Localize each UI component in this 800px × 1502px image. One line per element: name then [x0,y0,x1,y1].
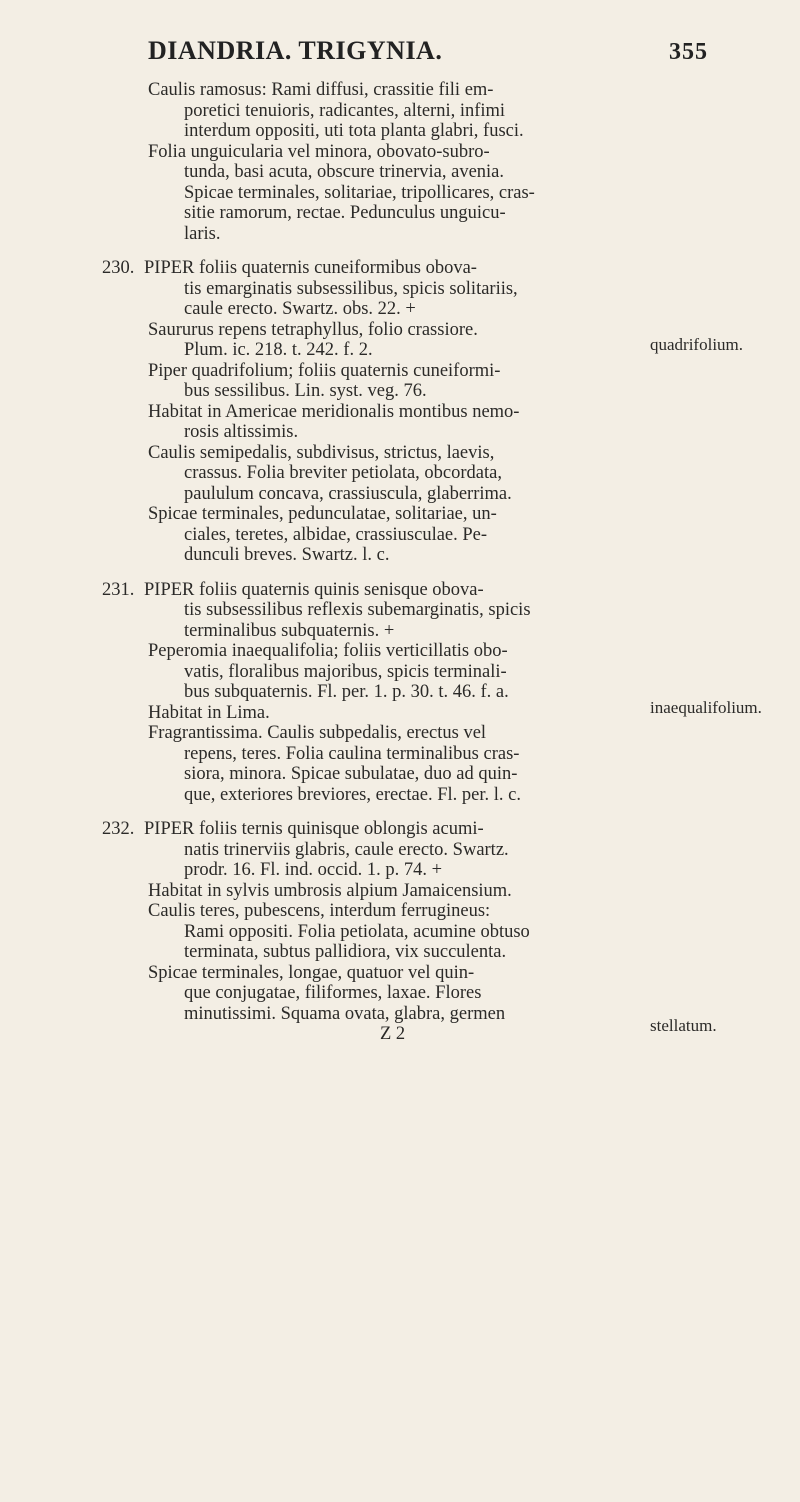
text-line [80,860,640,881]
text-line [80,224,640,245]
entry-gap [80,244,640,258]
text-line [80,744,640,765]
line-text: ciales, teretes, albidae, crassiusculae. Pe- [184,524,488,545]
text-line [80,402,640,423]
line-text: interdum oppositi, uti tota planta glabri, fusci. [184,121,524,141]
line-text: minutissimi. Squama ovata, glabra, germen [184,1003,506,1024]
line-text: prodr. 16. Fl. ind. occid. 1. p. 74. + [184,860,443,880]
header-title: DIANDRIA. TRIGYNIA. [148,36,443,65]
text-line [80,662,640,683]
line-text: bus subquaternis. Fl. per. 1. p. 30. t. 46. f. a. [184,682,509,702]
line-text: Spicae terminales, solitariae, tripollicares, cras- [184,182,535,203]
text-line [80,320,640,341]
text-line [80,443,640,464]
line-text: Spicae terminales, longae, quatuor vel quin- [148,962,475,983]
text-line [80,183,640,204]
text-line [80,922,640,943]
line-text: laris. [184,223,221,244]
text-line [80,819,640,840]
text-line [80,361,640,382]
body-text [80,80,640,1045]
species-number: 230. [102,258,135,278]
text-line [80,621,640,642]
text-line [80,1004,640,1025]
line-text: paululum concava, crassiuscula, glaberrima. [184,483,512,504]
text-line [80,723,640,744]
text-line [80,600,640,621]
line-text: Caulis semipedalis, subdivisus, strictus, laevis, [148,442,495,463]
line-text: Rami oppositi. Folia petiolata, acumine obtuso [184,921,530,942]
line-text: que, exteriores breviores, erectae. Fl. per. l. c. [184,784,521,805]
line-text: caule erecto. Swartz. obs. 22. + [184,299,416,319]
margin-note-232: stellatum. [650,1016,717,1035]
text-line [80,901,640,922]
line-text: Peperomia inaequalifolia; foliis verticillatis obo- [148,641,508,661]
line-text: dunculi breves. Swartz. l. c. [184,545,390,565]
line-text: vatis, floralibus majoribus, spicis terminali- [184,661,507,682]
line-text: Habitat in Lima. [148,702,270,723]
text-line [80,641,640,662]
line-text: Spicae terminales, pedunculatae, solitariae, un- [148,504,497,524]
running-header [148,36,708,66]
line-text: siora, minora. Spicae subulatae, duo ad quin- [184,764,518,784]
page-number: 355 [669,39,708,65]
text-line [80,764,640,785]
text-line [80,682,640,703]
line-text: bus sessilibus. Lin. syst. veg. 76. [184,381,427,401]
line-text: Z 2 [380,1024,406,1044]
species-number: 232. [102,819,135,839]
line-text: Piper quadrifolium; foliis quaternis cuneiformi- [148,360,501,381]
text-line [80,422,640,443]
text-line [80,279,640,300]
line-text: que conjugatae, filiformes, laxae. Flores [184,983,482,1003]
text-line [80,340,640,361]
text-line [80,963,640,984]
line-text: poretici tenuioris, radicantes, alterni, infimi [184,100,506,121]
line-text: repens, teres. Folia caulina terminalibus cras- [184,743,520,764]
line-text: rosis altissimis. [184,422,299,442]
text-line [80,80,640,101]
text-line [80,121,640,142]
line-text: Saururus repens tetraphyllus, folio crassiore. [148,319,478,340]
line-text: Habitat in Americae meridionalis montibus nemo- [148,401,520,422]
text-line [80,484,640,505]
line-text: Caulis teres, pubescens, interdum ferrugineus: [148,901,491,921]
line-text: Plum. ic. 218. t. 242. f. 2. [184,340,373,360]
text-line [80,381,640,402]
text-line [80,463,640,484]
line-text: Habitat in sylvis umbrosis alpium Jamaicensium. [148,880,512,901]
text-line [80,942,640,963]
text-line [80,545,640,566]
text-line [80,258,640,279]
line-text: PIPER foliis quaternis cuneiformibus obova- [144,258,477,278]
text-line [80,525,640,546]
line-text: Folia unguicularia vel minora, obovato-subro- [148,141,490,162]
margin-note-231: inaequalifolium. [650,698,762,717]
line-text: sitie ramorum, rectae. Pedunculus unguicu- [184,203,506,223]
margin-note-230: quadrifolium. [650,335,744,354]
species-number: 231. [102,579,135,600]
line-text: PIPER foliis quaternis quinis senisque obova- [144,579,484,600]
text-line [80,881,640,902]
entry-gap [80,566,640,580]
line-text: tis subsessilibus reflexis subemarginatis, spicis [184,600,531,620]
text-line [80,785,640,806]
line-text: natis trinerviis glabris, caule erecto. Swartz. [184,839,509,860]
line-text: PIPER foliis ternis quinisque oblongis acumi- [144,819,484,839]
text-line [80,703,640,724]
text-line [80,1024,640,1045]
line-text: tunda, basi acuta, obscure trinervia, avenia. [184,162,505,182]
text-line [80,983,640,1004]
text-line [80,504,640,525]
line-text: crassus. Folia breviter petiolata, obcordata, [184,463,502,483]
entry-gap [80,805,640,819]
text-line [80,203,640,224]
text-line [80,580,640,601]
line-text: terminata, subtus pallidiora, vix succulenta. [184,942,507,962]
line-text: tis emarginatis subsessilibus, spicis solitariis, [184,278,518,299]
text-line [80,142,640,163]
line-text: Caulis ramosus: Rami diffusi, crassitie fili em- [148,80,494,100]
text-line [80,162,640,183]
text-line [80,299,640,320]
text-line [80,101,640,122]
line-text: terminalibus subquaternis. + [184,620,395,641]
text-line [80,840,640,861]
line-text: Fragrantissima. Caulis subpedalis, erectus vel [148,723,487,743]
